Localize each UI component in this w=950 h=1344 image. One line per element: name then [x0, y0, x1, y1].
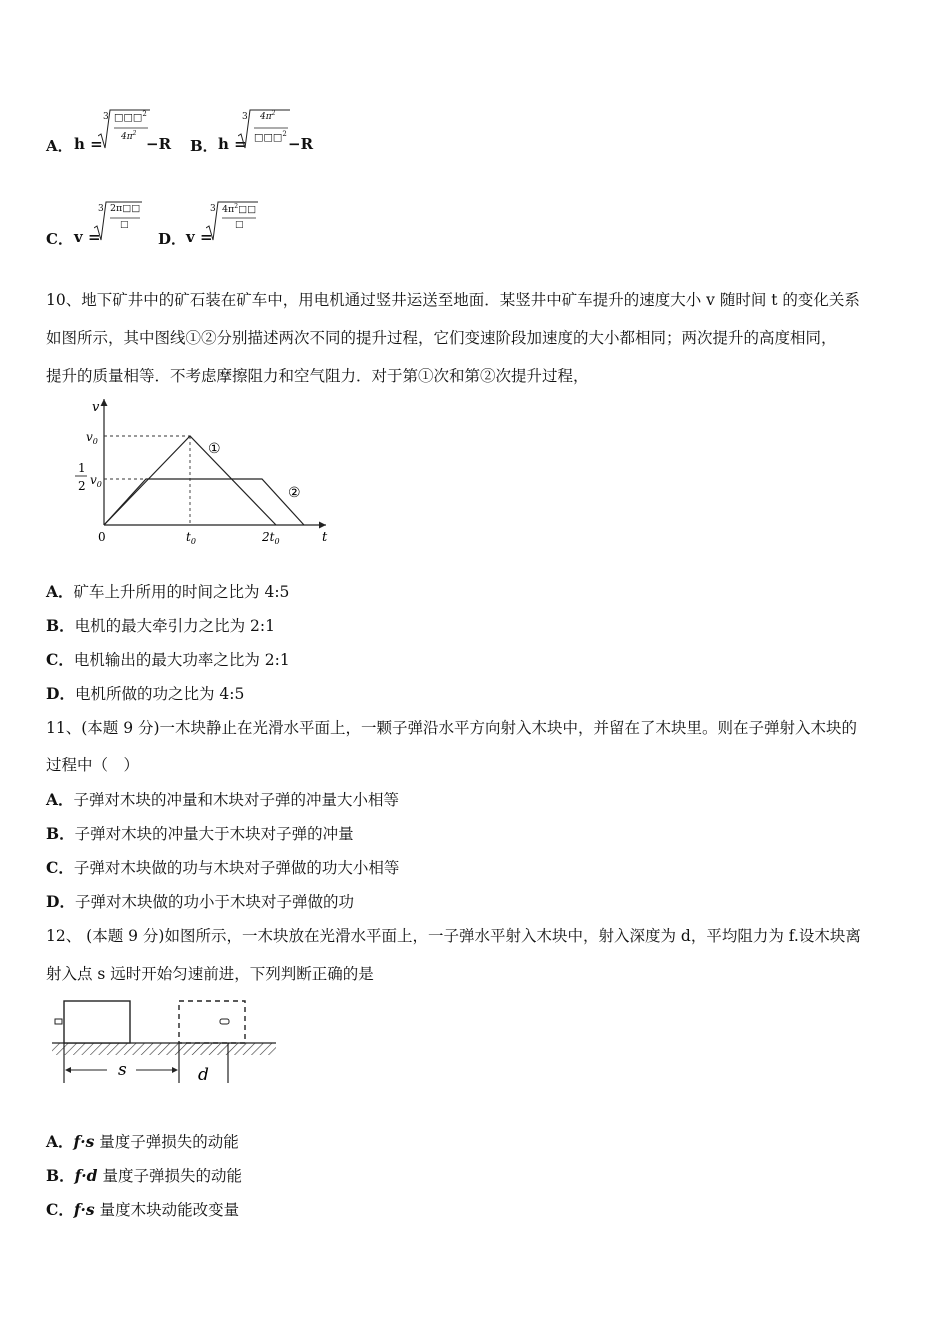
q10-option-c: C．电机输出的最大功率之比为 2:1 [46, 650, 290, 669]
q9-option-a-tail: −R [146, 135, 172, 153]
q9-option-a-label: A． [46, 137, 73, 155]
q9-option-b-denominator: □□□$^2$ [254, 130, 287, 144]
q9-option-d-denominator: □ [235, 220, 244, 230]
q10-graph-half-v0-label: $v_0$ [90, 473, 102, 489]
q12-text-2: 射入点 s 远时开始匀速前进，下列判断正确的是 [46, 965, 374, 983]
q11-text-1: (本题 9 分)一木块静止在光滑水平面上，一颗子弹沿水平方向射入木块中，并留在了木块里。则在子弹射入木块的 [81, 719, 858, 737]
q10-graph-origin: 0 [98, 530, 106, 544]
q10-graph-t0-label: $t_0$ [186, 530, 196, 546]
q9-option-b-tail: −R [288, 135, 314, 153]
q12-option-a: A．f·s 量度子弹损失的动能 [46, 1132, 239, 1151]
q9-option-a-denominator: $4\pi^2$ [121, 130, 137, 142]
q10-graph-half-den: 2 [78, 479, 86, 493]
q12-bullet [55, 1019, 62, 1024]
q10-stem-line-1 [46, 288, 860, 310]
q12-number: 12、 [46, 927, 82, 945]
q9-option-a-root-index: 3 [103, 112, 109, 122]
q9-option-c-lhs: v = [74, 228, 101, 246]
q12-s-label: s [118, 1060, 127, 1080]
q10-graph-half-num: 1 [78, 461, 86, 475]
q10-graph-2t0-label: $2t_0$ [262, 530, 280, 546]
q11-option-d: D．子弹对木块做的功小于木块对子弹做的功 [46, 892, 354, 911]
q12-block-initial [64, 1001, 130, 1043]
q12-text-1: (本题 9 分)如图所示，一木块放在光滑水平面上，一子弹水平射入木块中，射入深度为 d，平均阻力为 f.设木块离 [81, 927, 861, 945]
q10-text-3: 提升的质量相等．不考虑摩擦阻力和空气阻力．对于第①次和第②次提升过程， [46, 367, 589, 385]
q9-option-a-lhs: h = [74, 135, 103, 153]
q9-option-b-numerator: $4\pi^2$ [260, 110, 276, 122]
q10-graph-curve-1-label: ① [208, 441, 221, 457]
q11-text-2: 过程中（ ） [46, 756, 140, 774]
q11-option-c: C．子弹对木块做的功与木块对子弹做的功大小相等 [46, 858, 400, 877]
q9-option-d-numerator: $4\pi^2□□$ [222, 203, 257, 216]
q9-option-a-numerator: □□□$^2$ [114, 110, 147, 124]
q10-graph-v0-label: $v_0$ [86, 430, 98, 446]
q9-option-a [46, 108, 186, 158]
q9-option-c-label: C． [46, 230, 73, 248]
q9-option-c-numerator: 2π□□ [110, 203, 141, 214]
q9-option-c-root-index: 3 [98, 204, 104, 214]
q10-text-1: 地下矿井中的矿石装在矿车中，用电机通过竖井运送至地面．某竖井中矿车提升的速度大小 v 随时间 t 的变化关系 [81, 291, 860, 309]
q10-graph-x-label: t [322, 530, 328, 545]
q12-block-final [179, 1001, 245, 1043]
q9-option-b-lhs: h = [218, 135, 247, 153]
q9-option-d-label: D． [158, 230, 187, 248]
q10-option-d: D．电机所做的功之比为 4:5 [46, 684, 245, 703]
q12-ground-hatch [52, 1043, 276, 1055]
q10-option-b: B．电机的最大牵引力之比为 2:1 [46, 616, 275, 635]
q10-text-2: 如图所示，其中图线①②分别描述两次不同的提升过程，它们变速阶段加速度的大小都相同；两次提升的高度相同， [46, 329, 837, 347]
q12-bullet-embedded [220, 1019, 229, 1024]
q12-figure [48, 995, 280, 1085]
q9-option-c [46, 200, 156, 250]
q9-option-c-denominator: □ [120, 220, 129, 230]
q10-graph-curve-2 [104, 479, 304, 525]
q9-option-d-root-index: 3 [210, 204, 216, 214]
q12-option-c: C．f·s 量度木块动能改变量 [46, 1200, 240, 1219]
q10-graph-y-label: v [92, 400, 100, 415]
q12-stem-line-1 [46, 924, 861, 946]
q9-option-b-root-index: 3 [242, 112, 248, 122]
q10-vt-graph [46, 393, 346, 553]
q9-option-d [158, 200, 268, 250]
q12-option-b: B．f·d 量度子弹损失的动能 [46, 1166, 242, 1185]
q11-option-b: B．子弹对木块的冲量大于木块对子弹的冲量 [46, 824, 354, 843]
q10-option-a: A．矿车上升所用的时间之比为 4:5 [46, 582, 290, 601]
q9-option-d-lhs: v = [186, 228, 213, 246]
q11-number: 11、 [46, 719, 82, 737]
q10-graph-curve-2-label: ② [288, 485, 301, 501]
q11-stem-line-1 [46, 716, 857, 738]
q12-d-label: d [198, 1065, 209, 1085]
q10-number: 10、 [46, 291, 82, 309]
q9-option-b-label: B． [190, 137, 218, 155]
q9-option-b [190, 108, 330, 158]
q11-option-a: A．子弹对木块的冲量和木块对子弹的冲量大小相等 [46, 790, 400, 809]
